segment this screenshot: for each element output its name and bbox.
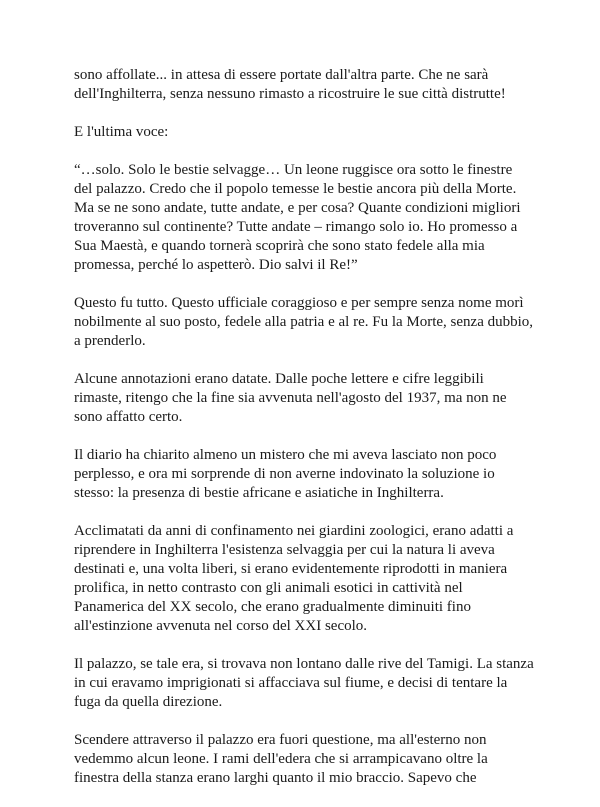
paragraph-9: Scendere attraverso il palazzo era fuori questione, ma all'esterno non vedemmo alcun leone. I rami dell'edera che si arrampicavano oltre la finestra della stanza erano larghi quanto il mio braccio. Sapevo che [74,732,488,786]
paragraph-2: E l'ultima voce: [74,124,169,140]
paragraph-6: Il diario ha chiarito almeno un mistero che mi aveva lasciato non poco perplesso, e ora mi sorprende di non averne indovinato la soluzione io stesso: la presenza di bestie africane e asiatiche in Inghilterra. [74,447,497,501]
paragraph-4: Questo fu tutto. Questo ufficiale coraggioso e per sempre senza nome morì nobilmente al suo posto, fedele alla patria e al re. Fu la Morte, senza dubbio, a prenderlo. [74,295,534,349]
paragraph-8: Il palazzo, se tale era, si trovava non lontano dalle rive del Tamigi. La stanza in cui eravamo imprigionati si affacciava sul fiume, e decisi di tentare la fuga da quella direzione. [74,656,534,710]
body-text [74,66,534,807]
paragraph-1: sono affollate... in attesa di essere portate dall'altra parte. Che ne sarà dell'Inghilterra, senza nessuno rimasto a ricostruire le sue città distrutte! [74,67,506,102]
paragraph-5: Alcune annotazioni erano datate. Dalle poche lettere e cifre leggibili rimaste, ritengo che la fine sia avvenuta nell'agosto del 1937, ma non ne sono affatto certo. [74,371,507,425]
paragraph-3-quote: “…solo. Solo le bestie selvagge… Un leone ruggisce ora sotto le finestre del palazzo. Credo che il popolo temesse le bestie ancora più della Morte. Ma se ne sono andate, tutte andate, e per cosa? Quante condizioni migliori troveranno sul continente? Tutte andate – rimango solo io. Ho promesso a Sua Maestà, e quando tornerà scoprirà che sono stato fedele alla mia promessa, perché lo aspetterò. Dio salvi il Re!” [74,162,521,273]
paragraph-7: Acclimatati da anni di confinamento nei giardini zoologici, erano adatti a riprendere in Inghilterra l'esistenza selvaggia per cui la natura li aveva destinati e, una volta liberi, si erano evidentemente riprodotti in maniera prolifica, in netto contrasto con gli animali esotici in cattività nel Panamerica del XX secolo, che erano gradualmente diminuiti fino all'estinzione avvenuta nel corso del XXI secolo. [74,523,514,634]
